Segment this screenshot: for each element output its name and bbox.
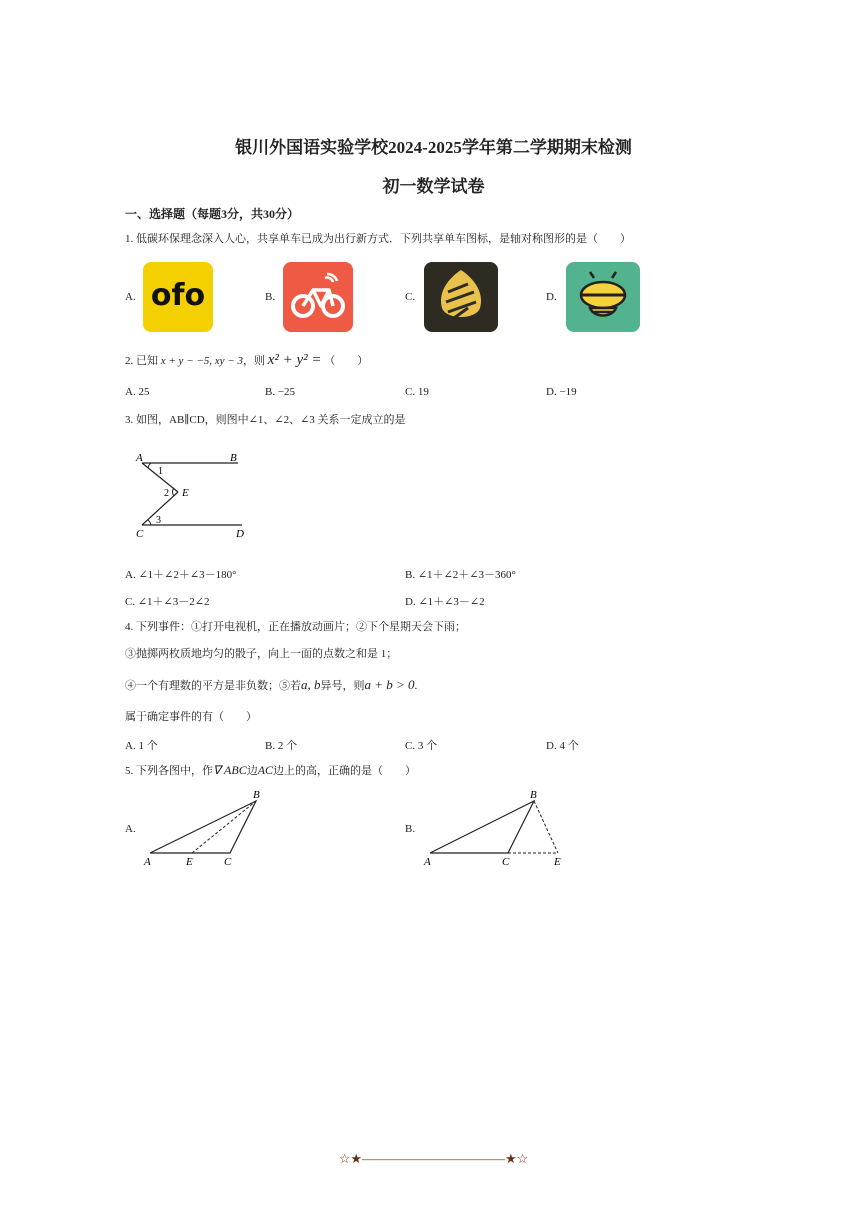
q2-option-b: B. −25 <box>265 386 296 398</box>
q1-option-c-label: C. <box>405 291 416 303</box>
q1-option-d-label: D. <box>546 291 557 303</box>
fig-b-label-b: B <box>530 789 537 801</box>
bicycle-logo <box>283 262 353 332</box>
question-3-stem: 3. 如图，AB∥CD，则图中∠1、∠2、∠3 关系一定成立的是 <box>125 414 406 426</box>
q5-fig-b-label: B. <box>405 823 416 835</box>
q4-line-1: 4. 下列事件：①打开电视机，正在播放动画片；②下个星期天会下雨； <box>125 621 466 633</box>
q2-suffix: （ ） <box>324 355 369 367</box>
q5-stem-a: 5. 下列各图中，作 <box>125 765 213 777</box>
q2-option-a: A. 25 <box>125 386 150 398</box>
q3-option-b: B. ∠1＋∠2＋∠3－360° <box>405 569 516 581</box>
fig-a-label-e: E <box>186 856 193 868</box>
pinecone-icon <box>424 262 498 332</box>
label-d: D <box>236 528 244 540</box>
angle-1-arc <box>148 463 151 468</box>
triangle-abc-b <box>430 801 534 853</box>
q4-line-3-e: . <box>414 680 418 692</box>
exam-title: 银川外国语实验学校2024-2025学年第二学期期末检测 <box>235 138 632 157</box>
angle-3-arc <box>148 520 151 525</box>
q4-line-3-a: ④一个有理数的平方是非负数；⑤若 <box>125 680 301 692</box>
q4-option-a: A. 1 个 <box>125 740 158 752</box>
q4-option-d: D. 4 个 <box>546 740 579 752</box>
fig-a-label-b: B <box>253 789 260 801</box>
label-a: A <box>136 452 143 464</box>
q2-expression: x² + y² = <box>267 352 322 368</box>
fig-b-label-a: A <box>424 856 431 868</box>
height-be-b <box>534 801 558 853</box>
q5-stem-c: 边 <box>246 765 258 777</box>
q4-line-3-d: a + b > 0 <box>364 677 415 692</box>
q3-option-d: D. ∠1＋∠3－∠2 <box>405 596 485 608</box>
q2-prefix: 2. 已知 <box>125 355 158 367</box>
fig-b-label-e: E <box>554 856 561 868</box>
q2-option-c: C. 19 <box>405 386 429 398</box>
ofo-logo <box>143 262 213 332</box>
ofo-logo-text: ofo <box>150 278 206 313</box>
q2-given: x + y − −5, xy − 3 <box>160 355 243 367</box>
label-angle-2: 2 <box>164 488 169 499</box>
label-angle-1: 1 <box>158 466 163 477</box>
q2-mid: ，则 <box>242 355 265 367</box>
q3-option-a: A. ∠1＋∠2＋∠3－180° <box>125 569 237 581</box>
q5-stem-b: ∇ ABC <box>213 763 247 777</box>
fig-a-label-a: A <box>144 856 151 868</box>
page-footer-ornament: ☆★———————————★☆ <box>338 1151 529 1166</box>
q5-stem-d: AC <box>257 763 274 777</box>
q5-stem-e: 边上的高，正确的是（ ） <box>273 765 417 777</box>
label-b: B <box>230 452 237 464</box>
q4-line-4: 属于确定事件的有（ ） <box>125 711 257 723</box>
bicycle-icon <box>283 262 353 332</box>
q4-line-3-c: 异号，则 <box>320 680 365 692</box>
bee-logo <box>566 262 640 332</box>
q2-option-d: D. −19 <box>546 386 577 398</box>
bee-icon <box>566 262 640 332</box>
label-e: E <box>182 487 189 499</box>
fig-a-label-c: C <box>224 856 232 868</box>
exam-subtitle: 初一数学试卷 <box>382 177 485 196</box>
pinecone-logo <box>424 262 498 332</box>
q1-option-b-label: B. <box>265 291 276 303</box>
q3-option-c: C. ∠1＋∠3－2∠2 <box>125 596 210 608</box>
q4-option-b: B. 2 个 <box>265 740 298 752</box>
q4-option-c: C. 3 个 <box>405 740 438 752</box>
q5-fig-a-label: A. <box>125 823 136 835</box>
q4-line-2: ③抛掷两枚质地均匀的骰子，向上一面的点数之和是 1； <box>125 648 398 660</box>
triangle-figure-b <box>420 785 570 871</box>
height-be-a <box>192 801 256 853</box>
q4-line-3-b: a, b <box>301 677 321 692</box>
label-c: C <box>136 528 144 540</box>
label-angle-3: 3 <box>156 515 161 526</box>
fig-b-label-c: C <box>502 856 510 868</box>
section-heading: 一、选择题（每题3分，共30分） <box>125 207 300 221</box>
q1-option-a-label: A. <box>125 291 136 303</box>
triangle-figure-a <box>140 785 270 871</box>
question-1-stem: 1. 低碳环保理念深入人心，共享单车已成为出行新方式．下列共享单车图标，是轴对称图形的是（ ） <box>125 233 631 245</box>
triangle-abc-a <box>150 801 256 853</box>
parallel-lines-figure <box>130 448 260 544</box>
